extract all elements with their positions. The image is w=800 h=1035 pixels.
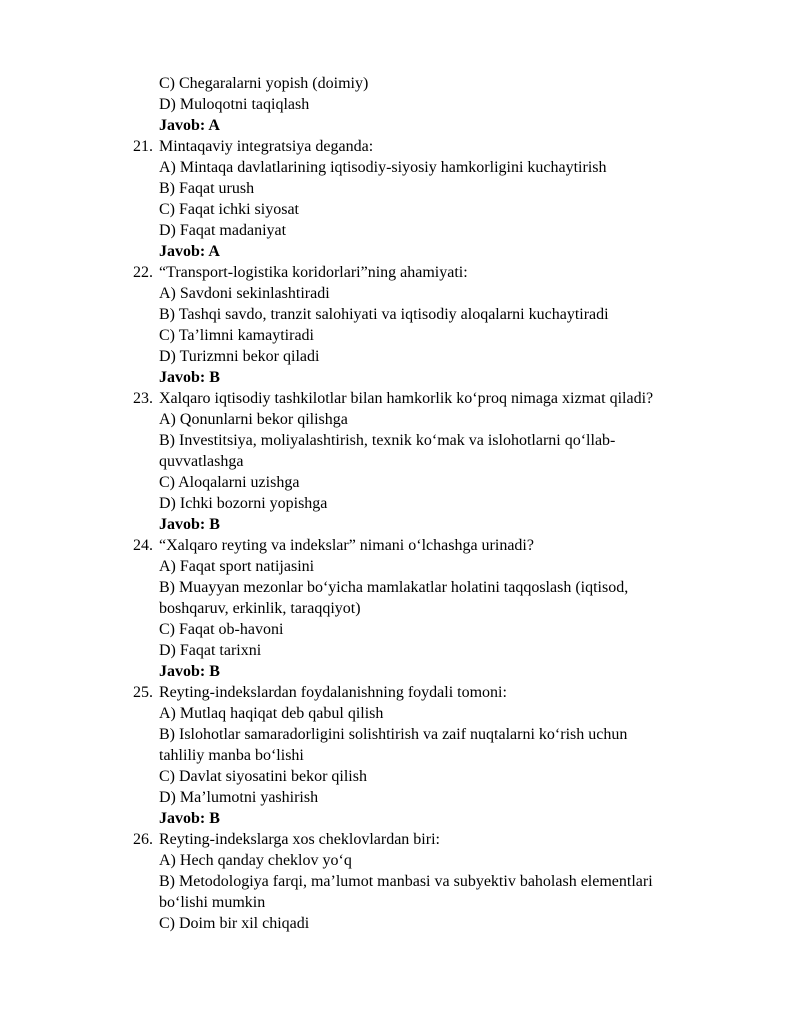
- question-text: Mintaqaviy integratsiya deganda:: [159, 138, 374, 155]
- option-line: bo‘lishi mumkin: [159, 894, 266, 911]
- question-text: “Xalqaro reyting va indekslar” nimani o‘lchashga urinadi?: [159, 537, 534, 554]
- option-line: A) Mutlaq haqiqat deb qabul qilish: [159, 705, 384, 722]
- question-item: [0, 262, 800, 388]
- question-number: 26.: [133, 831, 153, 848]
- question-number: 22.: [133, 264, 153, 281]
- option-line: A) Hech qanday cheklov yo‘q: [159, 852, 352, 869]
- question-number: 23.: [133, 390, 153, 407]
- question-line: [0, 682, 800, 703]
- question-number: 21.: [133, 138, 153, 155]
- option-line: B) Investitsiya, moliyalashtirish, texnik ko‘mak va islohotlarni qo‘llab-: [159, 432, 616, 449]
- option-line: D) Faqat tarixni: [159, 642, 262, 659]
- question-line: [0, 136, 800, 157]
- question-item: [0, 136, 800, 262]
- answer-line: Javob: B: [159, 810, 220, 827]
- option-line: C) Davlat siyosatini bekor qilish: [159, 768, 367, 785]
- option-line: B) Metodologiya farqi, ma’lumot manbasi va subyektiv baholash elementlari: [159, 873, 653, 890]
- option-line: boshqaruv, erkinlik, taraqqiyot): [159, 600, 361, 617]
- question-item: [0, 388, 800, 535]
- question-line: [0, 829, 800, 850]
- question-text: Reyting-indekslardan foydalanishning foydali tomoni:: [159, 684, 507, 701]
- answer-line: Javob: B: [159, 369, 220, 386]
- question-line: [0, 388, 800, 409]
- option-line: C) Aloqalarni uzishga: [159, 474, 300, 491]
- option-line: B) Tashqi savdo, tranzit salohiyati va iqtisodiy aloqalarni kuchaytiradi: [159, 306, 609, 323]
- option-line: D) Turizmni bekor qiladi: [159, 348, 320, 365]
- option-line: C) Chegaralarni yopish (doimiy): [159, 75, 369, 92]
- question-text: Xalqaro iqtisodiy tashkilotlar bilan hamkorlik ko‘proq nimaga xizmat qiladi?: [159, 390, 654, 407]
- option-line: C) Ta’limni kamaytiradi: [159, 327, 314, 344]
- question-item: [0, 829, 800, 934]
- question-line: [0, 262, 800, 283]
- question-item: [0, 535, 800, 682]
- question-text: Reyting-indekslarga xos cheklovlardan biri:: [159, 831, 440, 848]
- answer-line: Javob: A: [159, 243, 220, 260]
- option-line: A) Faqat sport natijasini: [159, 558, 315, 575]
- option-line: tahliliy manba bo‘lishi: [159, 747, 304, 764]
- answer-line: Javob: A: [159, 117, 220, 134]
- question-number: 24.: [133, 537, 153, 554]
- question-list: [0, 136, 800, 934]
- question-item: [0, 682, 800, 829]
- option-line: B) Islohotlar samaradorligini solishtirish va zaif nuqtalarni ko‘rish uchun: [159, 726, 628, 743]
- option-line: C) Faqat ob-havoni: [159, 621, 284, 638]
- question-line: [0, 535, 800, 556]
- option-line: D) Ichki bozorni yopishga: [159, 495, 328, 512]
- question-text: “Transport-logistika koridorlari”ning ahamiyati:: [159, 264, 468, 281]
- option-line: quvvatlashga: [159, 453, 244, 470]
- document-page: [0, 73, 800, 934]
- option-line: A) Savdoni sekinlashtiradi: [159, 285, 330, 302]
- question-number: 25.: [133, 684, 153, 701]
- option-line: A) Mintaqa davlatlarining iqtisodiy-siyosiy hamkorligini kuchaytirish: [159, 159, 607, 176]
- option-line: B) Muayyan mezonlar bo‘yicha mamlakatlar holatini taqqoslash (iqtisod,: [159, 579, 629, 596]
- option-line: D) Muloqotni taqiqlash: [159, 96, 310, 113]
- option-line: C) Faqat ichki siyosat: [159, 201, 299, 218]
- option-line: B) Faqat urush: [159, 180, 255, 197]
- option-line: D) Ma’lumotni yashirish: [159, 789, 319, 806]
- option-line: A) Qonunlarni bekor qilishga: [159, 411, 348, 428]
- answer-line: Javob: B: [159, 663, 220, 680]
- answer-line: Javob: B: [159, 516, 220, 533]
- option-line: D) Faqat madaniyat: [159, 222, 287, 239]
- option-line: C) Doim bir xil chiqadi: [159, 915, 310, 932]
